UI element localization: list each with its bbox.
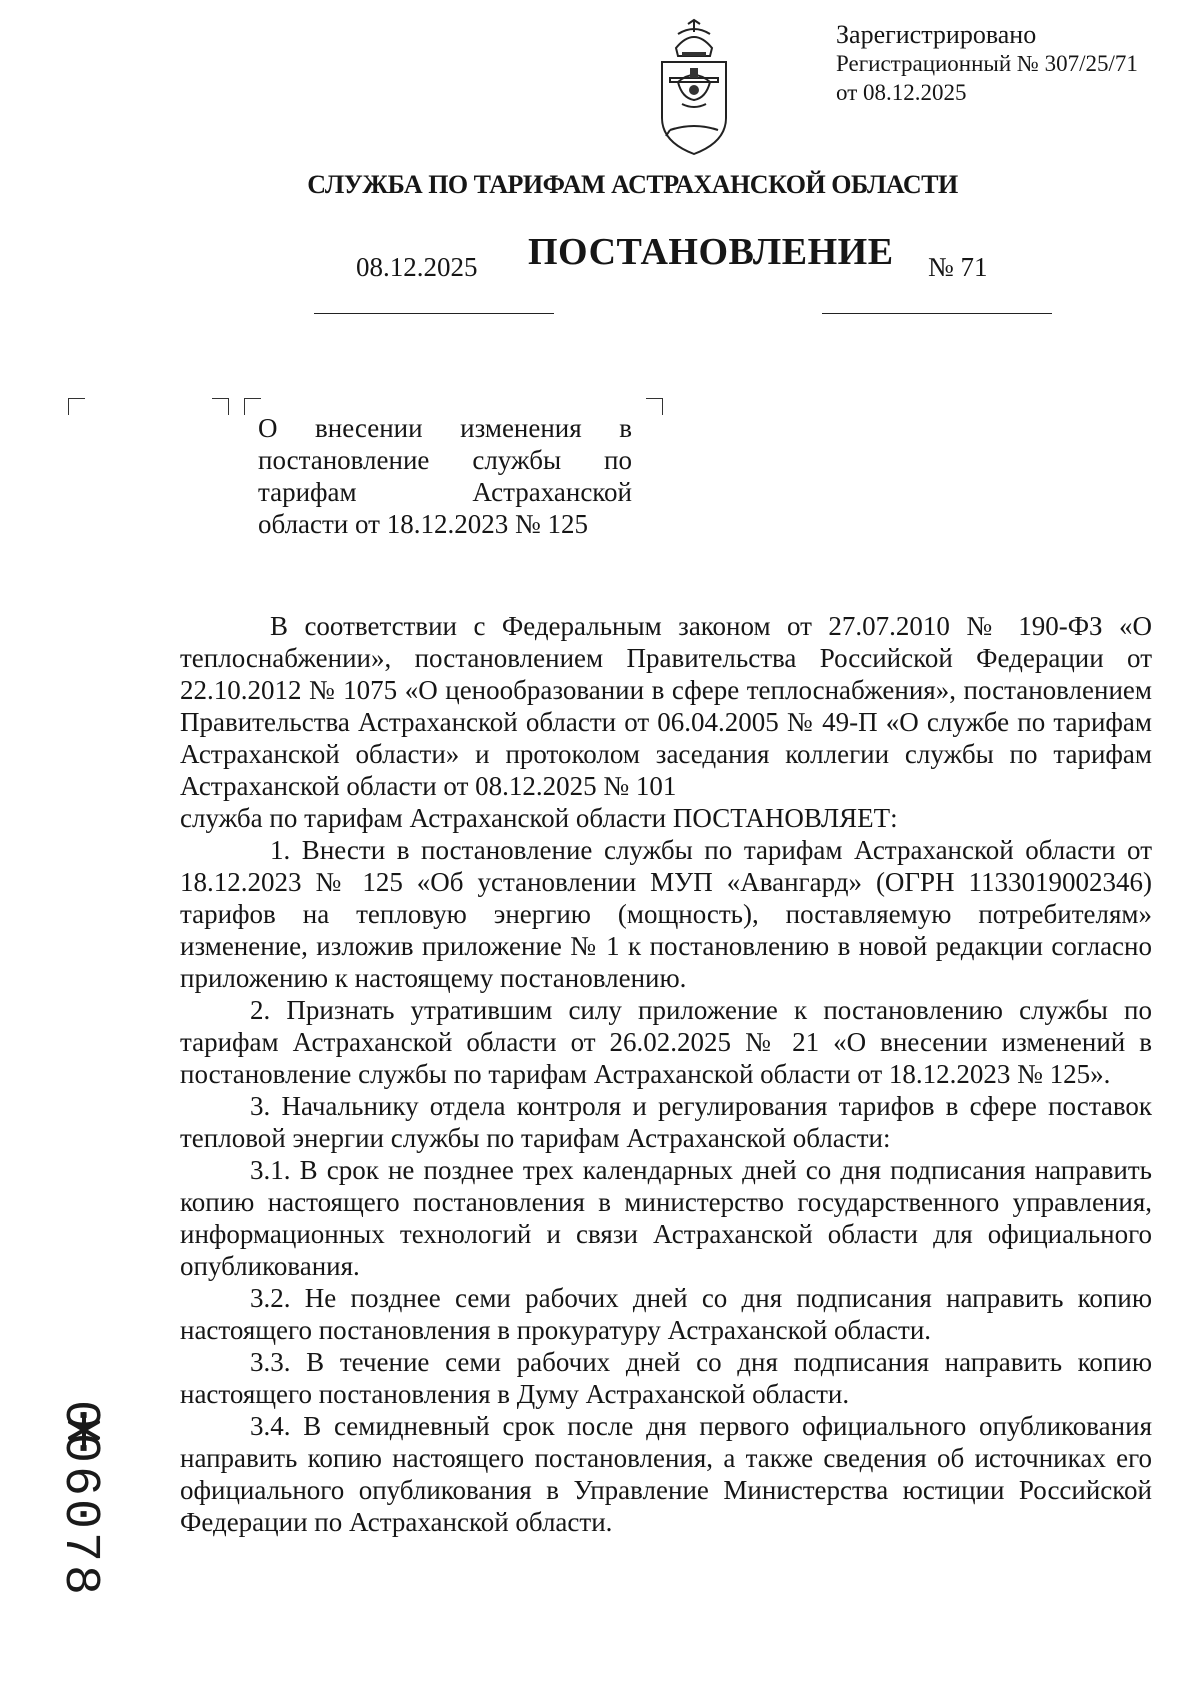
resolves-line: служба по тарифам Астраханской области ПОСТАНОВЛЯЕТ: — [180, 803, 898, 833]
registration-number: Регистрационный № 307/25/71 — [836, 51, 1138, 76]
item-paragraph: 3.1. В срок не позднее трех календарных дней со дня подписания направить копию настоящего постановления в министерство государственного управления, информационных технологий и связи Астраханской области для официального опубликования. — [180, 1155, 1152, 1281]
document-number: № 71 — [928, 252, 988, 282]
subject-line: постановление службы по — [258, 445, 632, 475]
item-paragraph: 1. Внести в постановление службы по тарифам Астраханской области от 18.12.2023 № 125 «Об установлении МУП «Авангард» (ОГРН 1133019002346) тарифов на тепловую энергию (мощность), поставляемую потребителям» изменение, изложив приложение № 1 к постановлению в новой редакции согласно приложению к настоящему постановлению. — [180, 835, 1152, 993]
item-paragraph: 2. Признать утратившим силу приложение к постановлению службы по тарифам Астраханской области от 26.02.2025 № 21 «О внесении изменений в постановление службы по тарифам Астраханской области от 18.12.2023 № 125». — [180, 995, 1152, 1089]
registration-date: от 08.12.2025 — [836, 80, 967, 105]
agency-name: СЛУЖБА ПО ТАРИФАМ АСТРАХАНСКОЙ ОБЛАСТИ — [307, 170, 958, 199]
item-paragraph: 3.2. Не позднее семи рабочих дней со дня подписания направить копию настоящего постановления в прокуратуру Астраханской области. — [180, 1283, 1152, 1345]
number-underline — [822, 313, 1052, 314]
serial-number: 006078 — [51, 1400, 108, 1599]
document-type: ПОСТАНОВЛЕНИЕ — [528, 231, 894, 273]
registration-stamp — [836, 20, 1138, 107]
corner-mark-top-left — [68, 398, 85, 415]
item-paragraph: 3.3. В течение семи рабочих дней со дня подписания направить копию настоящего постановления в Думу Астраханской области. — [180, 1347, 1152, 1409]
preamble-paragraph: В соответствии с Федеральным законом от 27.07.2010 № 190-ФЗ «О теплоснабжении», постановлением Правительства Российской Федерации от 22.10.2012 № 1075 «О ценообразовании в сфере теплоснабжения», постановлением Правительства Астраханской области от 06.04.2005 № 49-П «О службе по тарифам Астраханской области» и протоколом заседания коллегии службы по тарифам Астраханской области от 08.12.2025 № 101 — [180, 611, 1152, 801]
subject-line: области от 18.12.2023 № 125 — [258, 509, 588, 539]
registration-status: Зарегистрировано — [836, 20, 1037, 49]
document-subject — [258, 412, 632, 540]
corner-mark-top-right — [646, 398, 663, 415]
item-paragraph: 3.4. В семидневный срок после дня первого официального опубликования направить копию настоящего постановления, а также сведения об источниках его официального опубликования в Управление Министерства юстиции Российской Федерации по Астраханской области. — [180, 1411, 1152, 1537]
subject-line: тарифам Астраханской — [258, 477, 632, 507]
date-underline — [314, 313, 554, 314]
astrakhan-coat-of-arms-icon — [648, 18, 740, 160]
corner-mark-top-mid-right — [212, 398, 229, 415]
item-paragraph: 3. Начальнику отдела контроля и регулирования тарифов в сфере поставок тепловой энергии службы по тарифам Астраханской области: — [180, 1091, 1152, 1153]
subject-line: О внесении изменения в — [258, 413, 632, 443]
document-date: 08.12.2025 — [356, 252, 478, 282]
side-serial-stamp — [44, 1400, 114, 1680]
document-body — [180, 610, 1152, 1538]
